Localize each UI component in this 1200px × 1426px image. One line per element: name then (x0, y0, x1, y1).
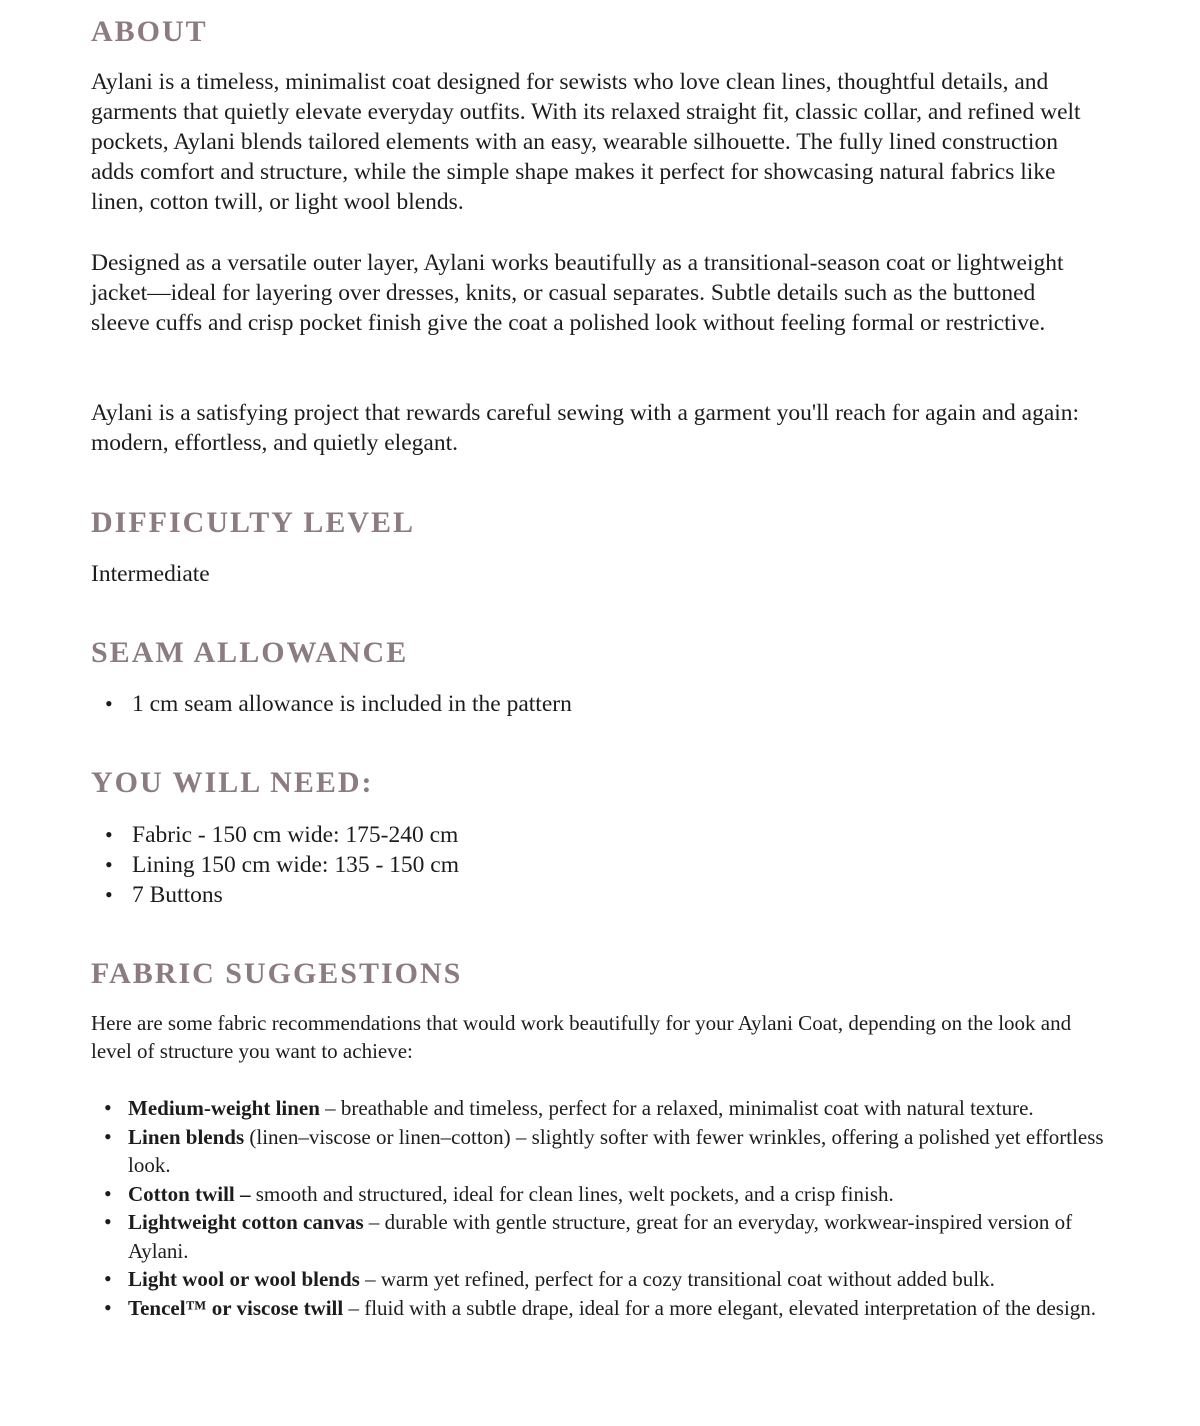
list-item (91, 1208, 1121, 1265)
fabric-description: smooth and structured, ideal for clean lines, welt pockets, and a crisp finish. (250, 1181, 894, 1206)
seam-allowance-heading: SEAM ALLOWANCE (91, 636, 409, 669)
difficulty-heading: DIFFICULTY LEVEL (91, 506, 416, 539)
list-item (91, 1265, 1121, 1294)
fabric-description: – slightly softer with fewer wrinkles, offering a polished yet effortless look. (128, 1124, 1104, 1177)
about-heading: ABOUT (91, 15, 208, 48)
list-item: • 7 Buttons (91, 880, 1091, 910)
fabric-description: – durable with gentle structure, great for an everyday, workwear-inspired version of Aylani. (128, 1210, 1073, 1263)
list-item: • Lining 150 cm wide: 135 - 150 cm (91, 850, 1091, 880)
you-will-need-list (91, 820, 1091, 910)
list-item (91, 1094, 1121, 1123)
fabric-suggestions-intro: Here are some fabric recommendations that would work beautifully for your Aylani Coat, depending on the look and level of structure you want to achieve: (91, 1011, 1072, 1063)
you-will-need-heading: YOU WILL NEED: (91, 766, 374, 799)
fabric-term: Tencel™ or viscose twill (128, 1295, 344, 1320)
about-paragraph-3: Aylani is a satisfying project that rewards careful sewing with a garment you'll reach for again and again: modern, effortless, and quietly elegant. (91, 400, 1080, 456)
list-item: • Fabric - 150 cm wide: 175-240 cm (91, 820, 1091, 850)
fabric-term: Lightweight cotton canvas (128, 1210, 364, 1234)
seam-allowance-list (91, 689, 1091, 719)
list-item (91, 1180, 1121, 1209)
fabric-term: Light wool or wool blends (128, 1267, 360, 1291)
fabric-term: Medium-weight linen (128, 1096, 320, 1120)
fabric-aside: (linen–viscose or linen–cotton) (244, 1124, 511, 1149)
fabric-description: – warm yet refined, perfect for a cozy transitional coat without added bulk. (359, 1267, 995, 1291)
about-paragraph-2: Designed as a versatile outer layer, Aylani works beautifully as a transitional-season coat or lightweight jacket—ideal for layering over dresses, knits, or casual separates. Subtle details such as the buttoned sleeve cuffs and crisp pocket finish give the coat a polished look without feeling formal or restrictive. (91, 250, 1064, 336)
fabric-suggestions-list (91, 1094, 1121, 1322)
about-paragraph-1: Aylani is a timeless, minimalist coat designed for sewists who love clean lines, thoughtful details, and garments that quietly elevate everyday outfits. With its relaxed straight fit, classic collar, and refined welt pockets, Aylani blends tailored elements with an easy, wearable silhouette. The fully lined construction adds comfort and structure, while the simple shape makes it perfect for showcasing natural fabrics like linen, cotton twill, or light wool blends. (91, 69, 1081, 215)
list-item (91, 1123, 1121, 1180)
fabric-suggestions-heading: FABRIC SUGGESTIONS (91, 957, 463, 990)
difficulty-value: Intermediate (91, 561, 210, 587)
fabric-term: Linen blends (128, 1124, 245, 1149)
list-item: • 1 cm seam allowance is included in the pattern (91, 689, 1091, 719)
fabric-term: Cotton twill – (128, 1181, 251, 1206)
fabric-description: – breathable and timeless, perfect for a relaxed, minimalist coat with natural texture. (319, 1096, 1034, 1120)
fabric-description: – fluid with a subtle drape, ideal for a more elegant, elevated interpretation of the design. (343, 1295, 1097, 1320)
list-item (91, 1294, 1121, 1323)
